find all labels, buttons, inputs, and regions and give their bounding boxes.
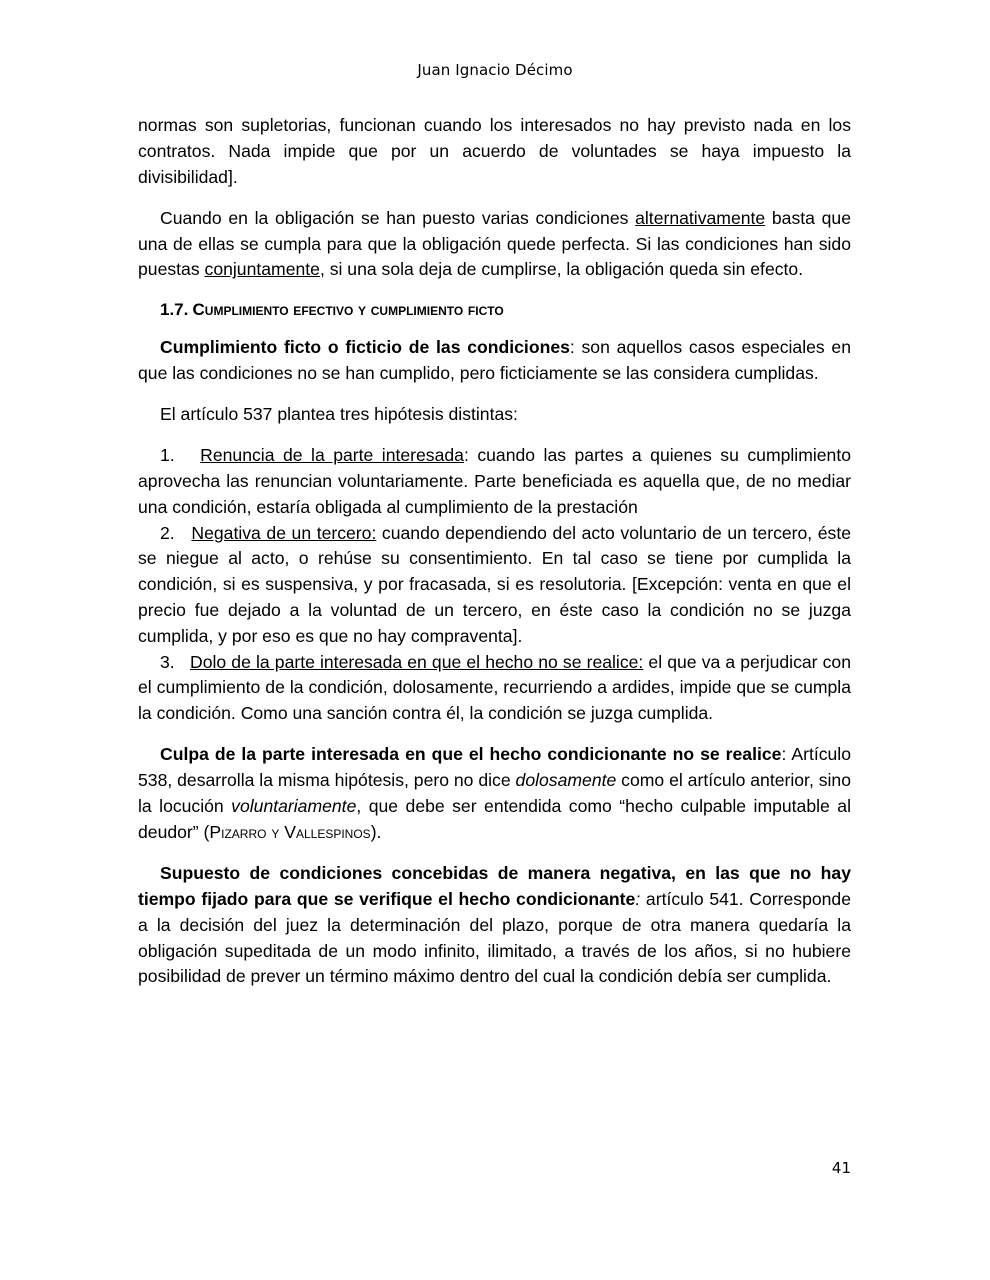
bold-term: Supuesto de condiciones concebidas de manera negativa, en las que no hay tiempo fijado para que se verifique el hecho condicionante [138, 863, 851, 909]
paragraph-articulo-537: El artículo 537 plantea tres hipótesis distintas: [160, 403, 518, 424]
page-body [138, 113, 851, 1006]
text-run: basta que una de ellas se cumpla para que la obligación quede perfecta. Si las condiciones han sido puestas [138, 207, 851, 280]
list-item-text: el que va a perjudicar con el cumplimiento de la condición, dolosamente, recurriendo a ardides, impide que se cumpla la condición. Como una sanción contra él, la condición se juzga cumplida. [138, 651, 852, 724]
list-item-text: cuando dependiendo del acto voluntario de un tercero, éste se niegue al acto, o rehúse su consentimiento. En tal caso se tiene por cumplida la condición, si es suspensiva, y por fracasada, si es resolutoria. [Excepción: venta en que el precio fue dejado a la voluntad de un tercero, en éste caso la condición no se juzga cumplida, y por eso es que no hay compraventa]. [138, 522, 852, 646]
list-item-title: Negativa de un tercero: [191, 522, 377, 543]
text-run: artículo 541. Corresponde a la decisión del juez la determinación del plazo, porque de otra manera quedaría la obligación supeditada de un modo infinito, ilimitado, a través de los años, si no hubiere posibilidad de prever un término máximo dentro del cual la condición debía ser cumplida. [138, 888, 851, 987]
text-run: Cuando en la obligación se han puesto varias condiciones [160, 207, 636, 228]
text-run: : son aquellos casos especiales en que las condiciones no se han cumplido, pero ficticiamente se las considera cumplidas. [138, 336, 851, 383]
list-item [138, 443, 851, 520]
list-item-title: Dolo de la parte interesada en que el hecho no se realice: [190, 651, 644, 672]
bold-term: Cumplimiento ficto o ficticio de las condiciones [160, 336, 570, 357]
italic-term: dolosamente [515, 770, 617, 791]
underlined-term-alternativamente: alternativamente [635, 207, 766, 228]
page-header-author: Juan Ignacio Décimo [417, 61, 573, 79]
page-number: 41 [831, 1159, 851, 1177]
list-number: 3. [160, 651, 175, 672]
section-title: Cumplimiento efectivo y cumplimiento ficto [192, 299, 504, 319]
paragraph-condiciones-negativas [138, 861, 851, 990]
list-item [138, 521, 851, 650]
paragraph-cumplimiento-ficto [138, 335, 851, 387]
cited-authors: Pizarro y Vallespinos [209, 821, 371, 842]
paragraph-culpa [138, 742, 851, 845]
section-heading [138, 299, 851, 322]
list-number: 2. [160, 522, 175, 543]
bold-term: Culpa de la parte interesada en que el hecho condicionante no se realice [160, 744, 782, 765]
text-run: como el artículo anterior, sino la locución [138, 770, 852, 817]
text-run: : Artículo 538, desarrolla la misma hipótesis, pero no dice [138, 744, 851, 791]
paragraph-conditions [138, 206, 851, 283]
list-number: 1. [160, 445, 175, 466]
list-item-title: Renuncia de la parte interesada [200, 445, 464, 466]
italic-colon: : [635, 888, 641, 909]
text-run: , si una sola deja de cumplirse, la obligación queda sin efecto. [319, 259, 804, 280]
list-item-text: : cuando las partes a quienes su cumplimiento aprovecha las renuncian voluntariamente. Parte beneficiada es aquella que, de no mediar una condición, estaría obligada al cumplimiento de la prestación [138, 445, 852, 517]
italic-term: voluntariamente [231, 796, 357, 817]
underlined-term-conjuntamente: conjuntamente [204, 259, 320, 280]
paragraph-continuation: normas son supletorias, funcionan cuando los interesados no hay previsto nada en los contratos. Nada impide que por un acuerdo de voluntades se haya impuesto la divisibilidad]. [138, 115, 851, 187]
text-run: , que debe ser entendida como “hecho culpable imputable al deudor” ( [138, 796, 851, 842]
list-item [138, 650, 851, 727]
text-run: ). [370, 821, 382, 842]
section-number: 1.7. [160, 299, 189, 319]
